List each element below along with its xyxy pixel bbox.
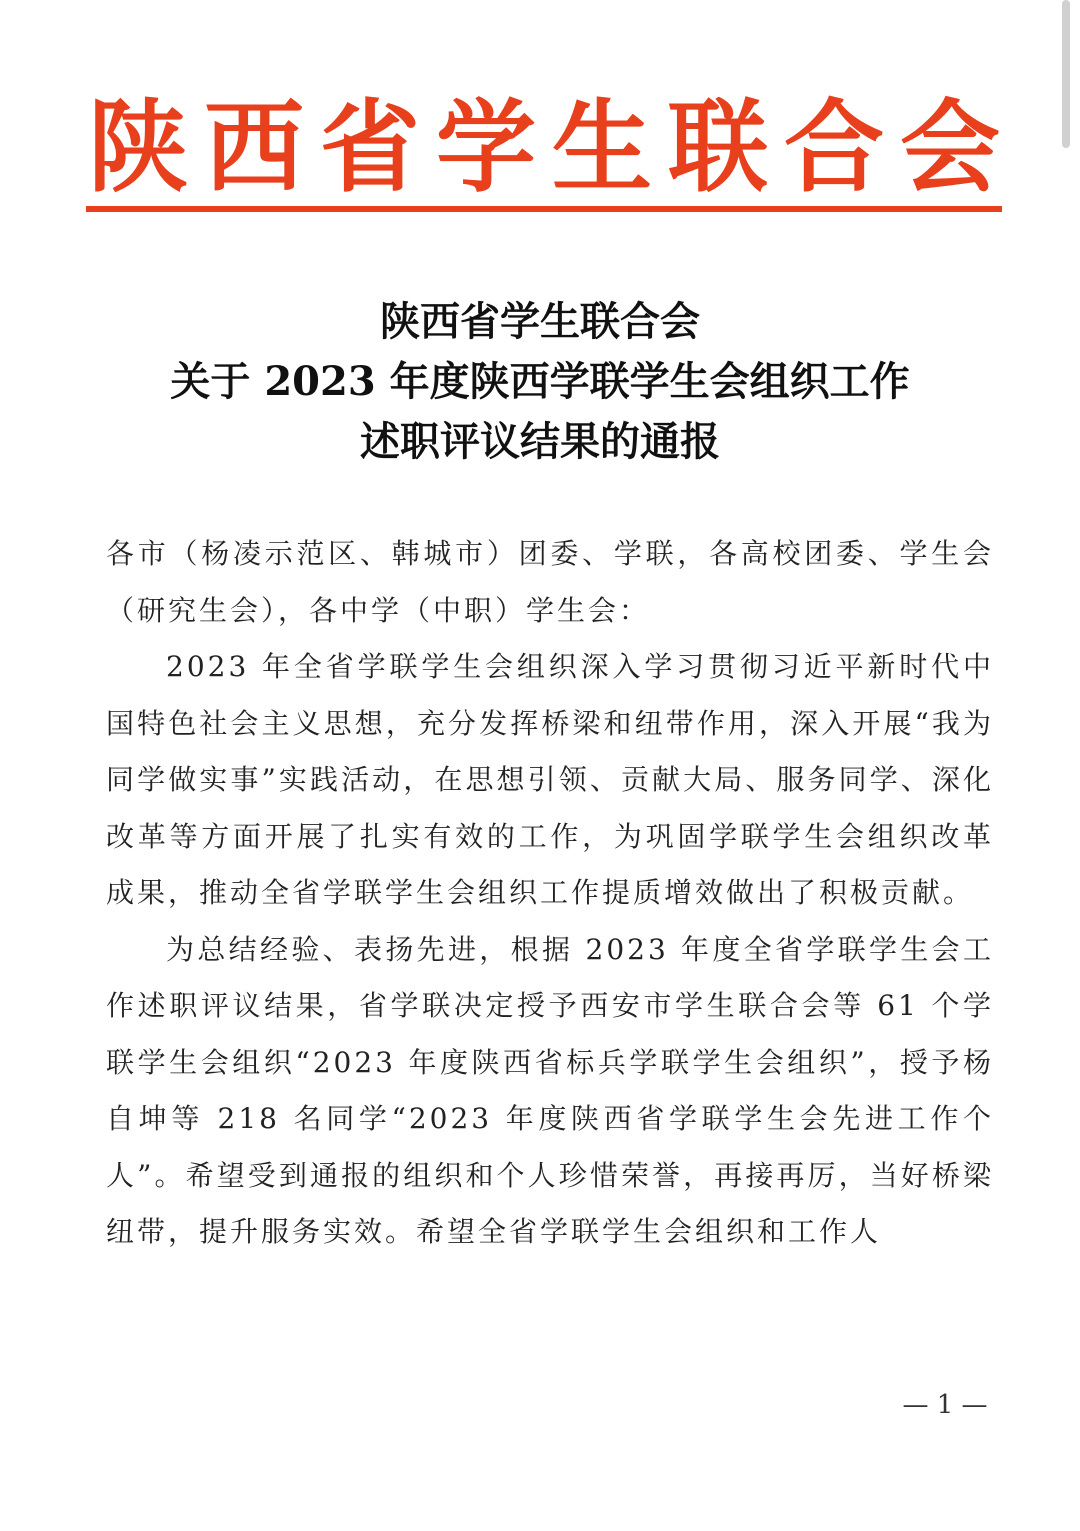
letterhead-char: 陕: [88, 89, 188, 206]
title-line-2: 关于 2023 年度陕西学联学生会组织工作: [170, 358, 910, 405]
letterhead-char: 合: [784, 89, 884, 206]
letterhead-char: 西: [204, 89, 304, 206]
page-number: — 1 —: [902, 1390, 988, 1420]
paragraph-2: 为总结经验、表扬先进，根据 2023 年度全省学联学生会工作述职评议结果，省学联决定授予西安市学生联合会等 61 个学联学生会组织“2023 年度陕西省标兵学联学生会组织”，授予杨自坤等 218 名同学“2023 年度陕西省学联学生会先进工作个人”。希望受到通报的组织和个人珍惜荣誉，再接再厉，当好桥梁纽带，提升服务实效。希望全省学联学生会组织和工作人: [106, 932, 994, 1248]
letterhead-char: 联: [668, 89, 768, 206]
letterhead-char: 省: [320, 89, 420, 206]
salutation: 各市（杨凌示范区、韩城市）团委、学联，各高校团委、学生会（研究生会），各中学（中职）学生会：: [106, 537, 994, 627]
title-line-1: 陕西省学生联合会: [380, 298, 700, 345]
letterhead-char: 学: [436, 89, 536, 206]
document-body: [106, 526, 994, 1261]
letterhead-char: 会: [900, 89, 1000, 206]
title-line-3: 述职评议结果的通报: [360, 418, 720, 465]
letterhead-divider: [86, 206, 1002, 212]
document-title: [0, 292, 1080, 472]
letterhead-org-name: [88, 89, 1000, 206]
letterhead-char: 生: [552, 89, 652, 206]
scrollbar[interactable]: [1062, 0, 1070, 148]
paragraph-1: 2023 年全省学联学生会组织深入学习贯彻习近平新时代中国特色社会主义思想，充分发挥桥梁和纽带作用，深入开展“我为同学做实事”实践活动，在思想引领、贡献大局、服务同学、深化改革等方面开展了扎实有效的工作，为巩固学联学生会组织改革成果，推动全省学联学生会组织工作提质增效做出了积极贡献。: [106, 650, 994, 909]
